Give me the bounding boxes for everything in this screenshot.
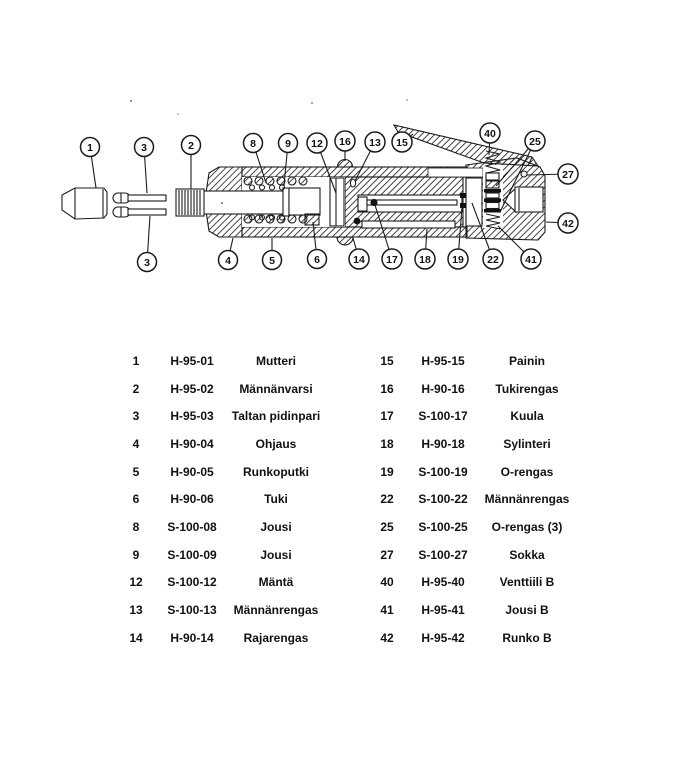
part-number: 3 [132,409,140,424]
callout-15 [392,132,413,152]
part-code: S-100-19 [418,464,468,479]
part-row [108,375,332,403]
part-3-holder-pair [113,193,166,217]
part-name: Painin [508,353,545,368]
part-number: 2 [132,381,140,396]
part-name: Venttiili B [499,575,555,590]
part-27-pin-hole [521,171,527,177]
part-row [359,624,583,652]
spring-washer [283,188,289,216]
part-name: Sokka [509,547,545,562]
parts-table [0,347,682,659]
svg-text:42: 42 [562,217,574,230]
svg-text:22: 22 [487,253,499,266]
svg-text:16: 16 [339,135,351,148]
part-code: H-90-05 [170,464,214,479]
svg-text:13: 13 [369,136,381,149]
part-number: 4 [132,436,140,451]
part-code: S-100-12 [167,575,217,590]
lower-ball [354,218,361,225]
scan-specks [130,99,408,115]
part-name: Jousi [260,519,292,534]
svg-text:14: 14 [353,253,365,266]
part-row [108,485,332,513]
part-12-piston [330,178,344,226]
part-number: 17 [380,409,394,424]
part-code: S-100-09 [167,547,217,562]
part-row [359,596,583,624]
part-code: H-90-06 [170,492,214,507]
part-name: Tuki [264,492,288,507]
part-number: 16 [380,381,394,396]
part-code: H-95-01 [170,353,214,368]
part-17-ball [370,199,377,206]
part-number: 13 [129,603,143,618]
part-name: O-rengas (3) [491,519,563,534]
part-number: 9 [132,547,140,562]
part-number: 8 [132,519,140,534]
callout-5 [263,238,282,270]
svg-text:40: 40 [484,127,496,140]
part-code: H-90-16 [421,381,465,396]
part-code: H-90-14 [170,630,214,645]
part-code: H-95-02 [170,381,214,396]
part-code: H-95-15 [421,353,465,368]
part-number: 41 [380,603,394,618]
part-name: Runko B [502,630,552,645]
part-row [359,347,583,375]
part-row [359,375,583,403]
part-name: Kuula [510,409,544,424]
part-code: H-95-03 [170,409,214,424]
part-number: 18 [380,436,394,451]
part-name: Jousi [260,547,292,562]
callout-4 [219,238,238,270]
svg-text:12: 12 [311,137,323,150]
part-code: S-100-25 [418,519,468,534]
svg-text:8: 8 [250,137,256,150]
part-row [359,430,583,458]
part-row [108,347,332,375]
part-number: 15 [380,353,394,368]
part-number: 6 [132,492,140,507]
part-code: S-100-17 [418,409,468,424]
part-row [108,402,332,430]
part-row [108,624,332,652]
svg-text:25: 25 [529,135,541,148]
svg-text:9: 9 [285,137,291,150]
callout-3-bottom [138,216,157,272]
tool-drawing [62,99,545,245]
part-row [359,541,583,569]
part-code: S-100-22 [418,492,468,507]
part-number: 22 [380,492,394,507]
part-name: Tukirengas [495,381,559,396]
part-row [108,430,332,458]
part-row [359,513,583,541]
part-number: 1 [132,353,140,368]
part-number: 5 [132,464,140,479]
part-name: Rajarengas [243,630,309,645]
svg-text:18: 18 [419,253,431,266]
callout-3-top [135,138,154,194]
part-name: Mäntä [258,575,294,590]
svg-text:3: 3 [144,256,150,269]
callout-16 [335,131,355,161]
part-code: H-95-41 [421,603,465,618]
rear-top-channel [428,168,483,177]
part-name: Jousi B [505,603,549,618]
callout-42 [546,213,578,233]
part-name: Männänvarsi [239,381,313,396]
part-15-trigger-lever [394,125,538,166]
part-name: Männänrengas [484,492,570,507]
part-name: Ohjaus [255,436,297,451]
callout-14 [349,238,369,269]
parts-column-right [359,347,583,652]
part-row [108,513,332,541]
parts-column-left [108,347,332,652]
part-14-limit-ring [337,237,353,245]
svg-text:5: 5 [269,254,275,267]
part-row [359,485,583,513]
part-number: 19 [380,464,394,479]
part-number: 42 [380,630,394,645]
piston-guide-block [289,188,320,215]
part-6-support [305,214,319,225]
svg-text:2: 2 [188,139,194,152]
part-row [359,569,583,597]
part-code: H-90-04 [170,436,214,451]
part-code: S-100-13 [167,603,217,618]
svg-text:27: 27 [562,168,574,181]
part-1-nut [62,188,107,219]
svg-text:3: 3 [141,141,147,154]
part-name: Runkoputki [243,464,309,479]
part-2-piston-rod [176,189,284,216]
part-name: O-rengas [500,464,554,479]
part-name: Sylinteri [503,436,551,451]
callout-1 [81,138,100,189]
part-number: 40 [380,575,394,590]
part-code: H-95-42 [421,630,465,645]
svg-text:15: 15 [396,136,408,149]
svg-text:19: 19 [452,253,464,266]
part-number: 25 [380,519,394,534]
part-row [108,596,332,624]
part-code: S-100-27 [418,547,468,562]
part-number: 12 [129,575,143,590]
part-name: Taltan pidinpari [231,409,321,424]
part-22-head-slab [466,178,482,226]
part-row [359,402,583,430]
exploded-parts-diagram [0,0,682,335]
part-row [359,458,583,486]
svg-text:1: 1 [87,141,93,154]
part-number: 14 [129,630,143,645]
callout-2 [182,136,201,190]
part-code: H-90-18 [421,436,465,451]
part-row [108,569,332,597]
air-passage-slot [362,221,455,228]
part-name: Männänrengas [233,603,319,618]
part-code: S-100-08 [167,519,217,534]
part-number: 27 [380,547,394,562]
svg-text:4: 4 [225,254,231,267]
svg-text:41: 41 [525,253,537,266]
part-code: H-95-40 [421,575,465,590]
part-row [108,541,332,569]
part-row [108,458,332,486]
svg-text:17: 17 [386,253,398,266]
part-name: Mutteri [256,353,296,368]
svg-text:6: 6 [314,253,320,266]
